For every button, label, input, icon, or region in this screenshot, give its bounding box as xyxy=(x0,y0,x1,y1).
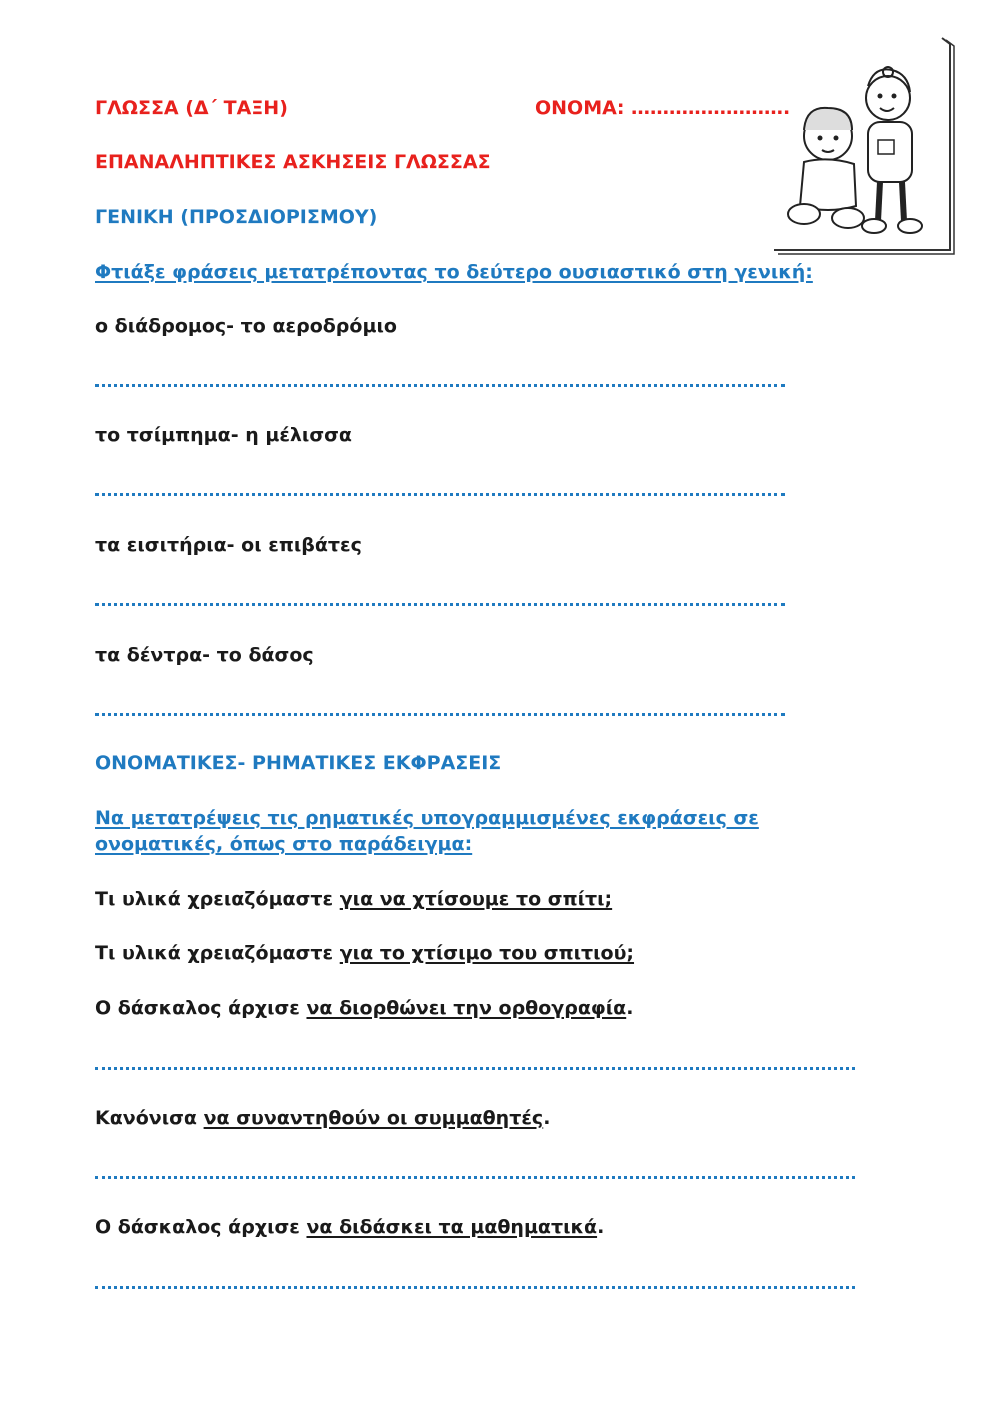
answer-line-4[interactable] xyxy=(95,713,785,716)
expression-item-3-underlined: να διδάσκει τα μαθηματικά xyxy=(306,1216,598,1238)
expression-item-1-end: . xyxy=(626,997,634,1019)
answer-line-6[interactable] xyxy=(95,1176,855,1179)
exercise-item-4: τα δέντρα- το δάσος xyxy=(95,644,314,666)
exercise-item-2: το τσίμπημα- η μέλισσα xyxy=(95,424,352,446)
expression-item-2-underlined: να συναντηθούν οι συμμαθητές xyxy=(203,1107,544,1129)
exercise-item-3: τα εισιτήρια- οι επιβάτες xyxy=(95,534,362,556)
instruction-expressions: Να μετατρέψεις τις ρηματικές υπογραμμισμένες εκφράσεις σε ονοματικές, όπως στο παράδειγμα: xyxy=(95,807,759,855)
example-answer xyxy=(95,941,634,965)
expression-item-1-text: Ο δάσκαλος άρχισε xyxy=(95,997,307,1019)
instruction-genitive: Φτιάξε φράσεις μετατρέποντας το δεύτερο ουσιαστικό στη γενική: xyxy=(95,261,813,283)
expression-item-3 xyxy=(95,1215,604,1239)
expression-item-1 xyxy=(95,996,633,1020)
expression-item-3-end: . xyxy=(597,1216,605,1238)
expression-item-1-underlined: να διορθώνει την ορθογραφία xyxy=(306,997,627,1019)
answer-line-5[interactable] xyxy=(95,1067,855,1070)
answer-line-7[interactable] xyxy=(95,1286,855,1289)
expression-item-3-text: Ο δάσκαλος άρχισε xyxy=(95,1216,307,1238)
example-answer-text: Τι υλικά χρειαζόμαστε xyxy=(95,942,340,964)
section-heading-expressions: ΟΝΟΜΑΤΙΚΕΣ- ΡΗΜΑΤΙΚΕΣ ΕΚΦΡΑΣΕΙΣ xyxy=(95,752,502,774)
example-answer-underlined: για το χτίσιμο του σπιτιού; xyxy=(339,942,635,964)
answer-line-2[interactable] xyxy=(95,493,785,496)
name-field-label[interactable]: ΟΝΟΜΑ: ……………………. xyxy=(535,97,791,119)
subject-label: ΓΛΩΣΣΑ (Δ΄ ΤΑΞΗ) xyxy=(95,97,288,119)
two-children-illustration-icon xyxy=(770,36,960,256)
expression-item-2 xyxy=(95,1106,550,1130)
example-question xyxy=(95,887,612,911)
expression-item-2-end: . xyxy=(543,1107,551,1129)
exercise-item-1: ο διάδρομος- το αεροδρόμιο xyxy=(95,315,397,337)
example-question-underlined: για να χτίσουμε το σπίτι; xyxy=(339,888,613,910)
example-question-text: Τι υλικά χρειαζόμαστε xyxy=(95,888,340,910)
page-title: ΕΠΑΝΑΛΗΠΤΙΚΕΣ ΑΣΚΗΣΕΙΣ ΓΛΩΣΣΑΣ xyxy=(95,151,491,173)
answer-line-3[interactable] xyxy=(95,603,785,606)
section-heading-genitive: ΓΕΝΙΚΗ (ΠΡΟΣΔΙΟΡΙΣΜΟΥ) xyxy=(95,206,378,228)
answer-line-1[interactable] xyxy=(95,384,785,387)
expression-item-2-text: Κανόνισα xyxy=(95,1107,204,1129)
